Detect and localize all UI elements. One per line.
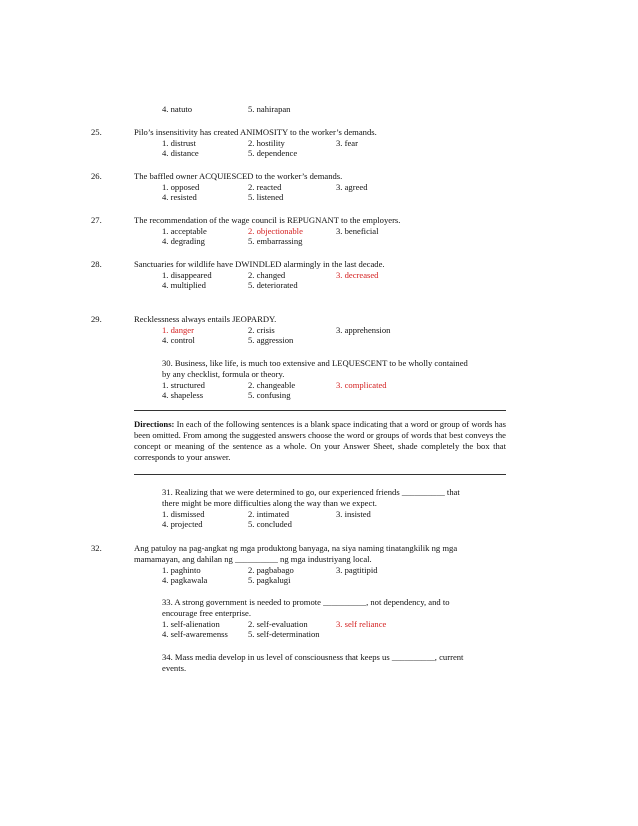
- q31-stem-line-1: 31. Realizing that we were determined to go, our experienced friends __________ that: [162, 487, 460, 497]
- q33-option-5: 5. self-determination: [248, 629, 320, 639]
- q25-option-3: 3. fear: [336, 138, 358, 148]
- q28-option-2: 2. changed: [248, 270, 286, 280]
- q25-option-2: 2. hostility: [248, 138, 285, 148]
- q32-option-1: 1. paghinto: [162, 565, 201, 575]
- q32-option-2: 2. pagbabago: [248, 565, 294, 575]
- q33-stem-line-2: encourage free enterprise.: [162, 608, 251, 618]
- directions-paragraph: [134, 419, 506, 463]
- q29-option-4: 4. control: [162, 335, 195, 345]
- q32-stem-line-2: mamamayan, ang dahilan ng __________ ng mga industriyang local.: [134, 554, 372, 564]
- q29-option-2: 2. crisis: [248, 325, 275, 335]
- q26-option-1: 1. opposed: [162, 182, 200, 192]
- q31-option-4: 4. projected: [162, 519, 203, 529]
- q32-option-5: 5. pagkalugi: [248, 575, 291, 585]
- q27-option-1: 1. acceptable: [162, 226, 207, 236]
- directions-top-rule: [134, 410, 506, 411]
- q30-option-4: 4. shapeless: [162, 390, 204, 400]
- q27-option-5: 5. embarrassing: [248, 236, 303, 246]
- q30-option-5: 5. confusing: [248, 390, 291, 400]
- q33-stem-line-1: 33. A strong government is needed to promote __________, not dependency, and to: [162, 597, 450, 607]
- q33-option-1: 1. self-alienation: [162, 619, 220, 629]
- q34-stem-line-2: events.: [162, 663, 187, 673]
- q33-option-2: 2. self-evaluation: [248, 619, 308, 629]
- q31-option-2: 2. intimated: [248, 509, 290, 519]
- q31-option-3: 3. insisted: [336, 509, 371, 519]
- q25-option-4: 4. distance: [162, 148, 199, 158]
- q26-option-3: 3. agreed: [336, 182, 368, 192]
- q29-option-3: 3. apprehension: [336, 325, 391, 335]
- q25-number: 25.: [91, 127, 102, 137]
- q27-number: 27.: [91, 215, 102, 225]
- q29-option-5: 5. aggression: [248, 335, 294, 345]
- q32-stem-line-1: Ang patuloy na pag-angkat ng mga produktong banyaga, na siya naming tinatangkilik ng mga: [134, 543, 458, 553]
- q30-option-1: 1. structured: [162, 380, 205, 390]
- q28-option-1: 1. disappeared: [162, 270, 212, 280]
- q24-option-4: 4. natuto: [162, 104, 193, 114]
- q25-option-1: 1. distrust: [162, 138, 196, 148]
- q28-stem: Sanctuaries for wildlife have DWINDLED alarmingly in the last decade.: [134, 259, 385, 269]
- q28-option-4: 4. multiplied: [162, 280, 206, 290]
- q29-stem: Recklessness always entails JEOPARDY.: [134, 314, 277, 324]
- q32-number: 32.: [91, 543, 102, 553]
- q26-stem: The baffled owner ACQUIESCED to the worker’s demands.: [134, 171, 343, 181]
- q28-option-3-answer: 3. decreased: [336, 270, 379, 280]
- q24-option-5: 5. nahirapan: [248, 104, 291, 114]
- q25-stem: Pilo’s insensitivity has created ANIMOSITY to the worker’s demands.: [134, 127, 377, 137]
- q31-option-5: 5. concluded: [248, 519, 292, 529]
- q28-option-5: 5. deteriorated: [248, 280, 298, 290]
- q30-stem-line-1: 30. Business, like life, is much too extensive and LEQUESCENT to be wholly contained: [162, 358, 468, 368]
- q27-stem: The recommendation of the wage council is REPUGNANT to the employers.: [134, 215, 401, 225]
- q33-option-4: 4. self-awaremenss: [162, 629, 228, 639]
- q26-option-5: 5. listened: [248, 192, 284, 202]
- directions-label: Directions:: [134, 419, 175, 429]
- directions-bottom-rule: [134, 474, 506, 475]
- q32-option-3: 3. pagtitipid: [336, 565, 378, 575]
- q29-option-1-answer: 1. danger: [162, 325, 194, 335]
- q26-number: 26.: [91, 171, 102, 181]
- q33-option-3-answer: 3. self reliance: [336, 619, 387, 629]
- q28-number: 28.: [91, 259, 102, 269]
- q26-option-2: 2. reacted: [248, 182, 282, 192]
- q29-number: 29.: [91, 314, 102, 324]
- q27-option-4: 4. degrading: [162, 236, 205, 246]
- q25-option-5: 5. dependence: [248, 148, 298, 158]
- q30-option-3-answer: 3. complicated: [336, 380, 387, 390]
- directions-text: In each of the following sentences is a blank space indicating that a word or group of words has been omitted. From among the suggested answers choose the word or groups of words that best conveys the concept or meaning of the sentence as a whole. On your Answer Sheet, shade completely the box that corresponds to your answer.: [134, 419, 506, 462]
- q34-stem-line-1: 34. Mass media develop in us level of consciousness that keeps us __________, current: [162, 652, 464, 662]
- q30-option-2: 2. changeable: [248, 380, 296, 390]
- q27-option-3: 3. beneficial: [336, 226, 379, 236]
- q27-option-2-answer: 2. objectionable: [248, 226, 303, 236]
- q32-option-4: 4. pagkawala: [162, 575, 208, 585]
- q31-option-1: 1. dismissed: [162, 509, 205, 519]
- q30-stem-line-2: by any checklist, formula or theory.: [162, 369, 285, 379]
- q26-option-4: 4. resisted: [162, 192, 197, 202]
- q31-stem-line-2: there might be more difficulties along the way than we expect.: [162, 498, 377, 508]
